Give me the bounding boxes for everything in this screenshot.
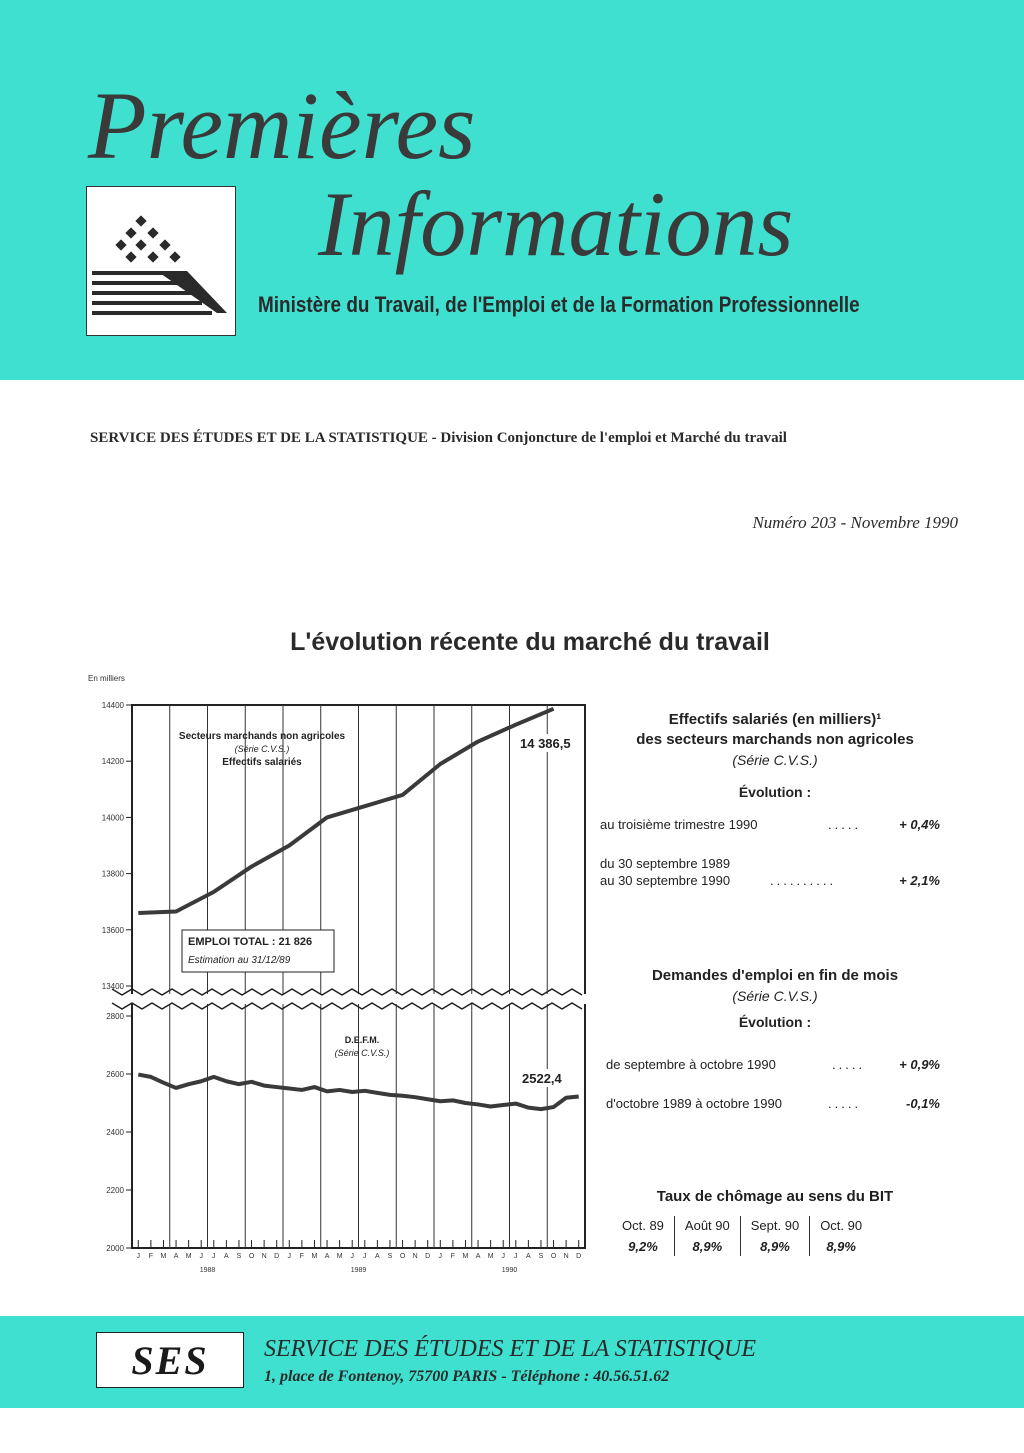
unemployment-rate: 8,9% [810,1235,872,1256]
y-tick-label: 2000 [106,1244,124,1253]
panel1-row2-label-line1: du 30 septembre 1989 [600,856,731,871]
month-tick-label: O [550,1253,557,1260]
month-tick-label: J [363,1253,367,1260]
month-tick-label: M [185,1253,192,1260]
month-tick-label: N [261,1253,267,1260]
month-tick-label: J [438,1253,443,1260]
y-tick-label: 14000 [101,813,124,823]
series-label-employment-line2: (Série C.V.S.) [234,744,290,754]
y-tick-label: 13800 [101,869,124,879]
month-tick-label: M [462,1253,469,1260]
series-label-defm-line2: (Série C.V.S.) [334,1048,390,1058]
month-tick-label: D [425,1253,431,1260]
year-label: 1988 [199,1267,216,1274]
year-label: 1990 [501,1267,518,1274]
month-tick-label: S [387,1253,393,1260]
publication-title-line1: Premières [88,72,476,179]
month-tick-label: O [399,1253,406,1260]
panel2-row2 [606,1095,950,1112]
panel1-row1-dots: ..... [828,817,862,832]
month-tick-label: J [514,1253,518,1260]
month-tick-label: M [160,1253,167,1260]
panel1-subtitle: (Série C.V.S.) [732,752,818,768]
unemployment-title: Taux de chômage au sens du BIT [656,1188,894,1205]
month-tick-label: A [173,1253,179,1260]
month-tick-label: J [350,1253,354,1260]
job-seekers-panel [600,966,950,1112]
y-tick-label: 13400 [101,982,124,991]
month-tick-label: M [336,1253,343,1260]
y-tick-label: 2400 [106,1128,124,1137]
month-tick-label: J [136,1253,141,1260]
unemployment-period: Sept. 90 [740,1216,809,1235]
ses-logo-text: SES [131,1337,209,1383]
month-tick-label: D [274,1253,280,1260]
month-tick-label: A [526,1253,531,1260]
month-tick-label: J [212,1253,216,1260]
salaried-employment-panel [600,710,950,889]
month-tick-label: F [299,1253,305,1260]
month-tick-label: J [501,1253,505,1260]
ministry-name: Ministère du Travail, de l'Emploi et de la Formation Professionnelle [258,292,860,317]
panel1-title-line1: Effectifs salariés (en milliers)¹ [668,711,882,728]
main-title: L'évolution récente du marché du travail [290,628,770,656]
end-label-employment: 14 386,5 [520,736,571,751]
panel2-title: Demandes d'emploi en fin de mois [651,967,899,984]
month-tick-label: N [563,1253,569,1260]
panel2-row2-label: d'octobre 1989 à octobre 1990 [606,1096,782,1111]
panel2-subtitle: (Série C.V.S.) [732,988,818,1004]
y-axis-unit: En milliers [88,674,125,683]
month-tick-label: A [224,1253,229,1260]
month-tick-label: F [148,1253,154,1260]
panel1-row1-value: + 0,4% [899,817,940,832]
y-tick-label: 14400 [101,701,124,710]
panel2-row1-value: + 0,9% [899,1057,940,1072]
publication-title-line2: Informations [318,173,794,275]
panel2-row1 [606,1056,950,1073]
unemployment-period: Oct. 90 [810,1216,872,1235]
axis-break-gap [112,994,590,1004]
series-label-employment-line1: Secteurs marchands non agricoles [178,731,346,742]
panel1-evolution: Évolution : [738,784,812,800]
issue-number: Numéro 203 - Novembre 1990 [752,513,958,532]
ministry-logo-icon [87,187,235,335]
unemployment-rate: 9,2% [628,1239,658,1254]
callout-line1: EMPLOI TOTAL : 21 826 [188,936,313,948]
month-tick-label: A [324,1253,330,1260]
series-label-employment-line3: Effectifs salariés [222,757,302,768]
month-tick-label: D [576,1253,582,1260]
month-tick-label: A [475,1253,481,1260]
labor-market-chart [80,665,590,1285]
callout-line2: Estimation au 31/12/89 [188,955,291,966]
month-tick-label: N [412,1253,418,1260]
month-tick-label: F [450,1253,456,1260]
unemployment-period: Oct. 89 [622,1218,664,1233]
panel2-row1-dots: ..... [832,1057,866,1072]
footer-address: 1, place de Fontenoy, 75700 PARIS - Téléphone : 40.56.51.62 [264,1368,670,1385]
ministry-logo [86,186,236,336]
y-tick-label: 14200 [101,757,124,767]
end-label-defm: 2522,4 [522,1071,562,1086]
y-tick-label: 2800 [106,1012,124,1021]
panel2-row2-value: -0,1% [906,1096,940,1111]
unemployment-rate: 8,9% [740,1235,809,1256]
y-tick-label: 13600 [101,925,124,935]
month-tick-label: S [236,1253,242,1260]
month-tick-label: S [538,1253,544,1260]
ses-logo [96,1332,244,1388]
month-tick-label: A [375,1253,380,1260]
panel1-row2-label-line2: au 30 septembre 1990 [600,873,731,888]
unemployment-period: Août 90 [674,1216,740,1235]
month-tick-label: M [487,1253,494,1260]
service-line: SERVICE DES ÉTUDES ET DE LA STATISTIQUE - Division Conjoncture de l'emploi et Marché du travail [90,430,787,446]
month-tick-label: J [199,1253,203,1260]
panel1-row1 [600,816,950,833]
panel1-title-line2: des secteurs marchands non agricoles [636,731,914,748]
month-tick-label: J [287,1253,292,1260]
footer-service-name: SERVICE DES ÉTUDES ET DE LA STATISTIQUE [264,1336,757,1362]
panel1-row1-label: au troisième trimestre 1990 [600,817,758,832]
panel1-row2-dots: .......... [770,873,837,888]
panel1-row2-value: + 2,1% [899,873,940,888]
y-tick-label: 2600 [106,1070,124,1079]
year-label: 1989 [350,1267,367,1274]
y-tick-label: 2200 [106,1186,124,1195]
panel1-row2 [600,855,950,889]
month-tick-label: M [311,1253,318,1260]
panel2-evolution: Évolution : [738,1014,812,1030]
panel2-row2-dots: ..... [828,1096,862,1111]
unemployment-rate: 8,9% [674,1235,740,1256]
panel2-row1-label: de septembre à octobre 1990 [606,1057,776,1072]
series-label-defm-line1: D.E.F.M. [344,1035,380,1045]
month-tick-label: O [248,1253,255,1260]
unemployment-table [612,1216,872,1256]
